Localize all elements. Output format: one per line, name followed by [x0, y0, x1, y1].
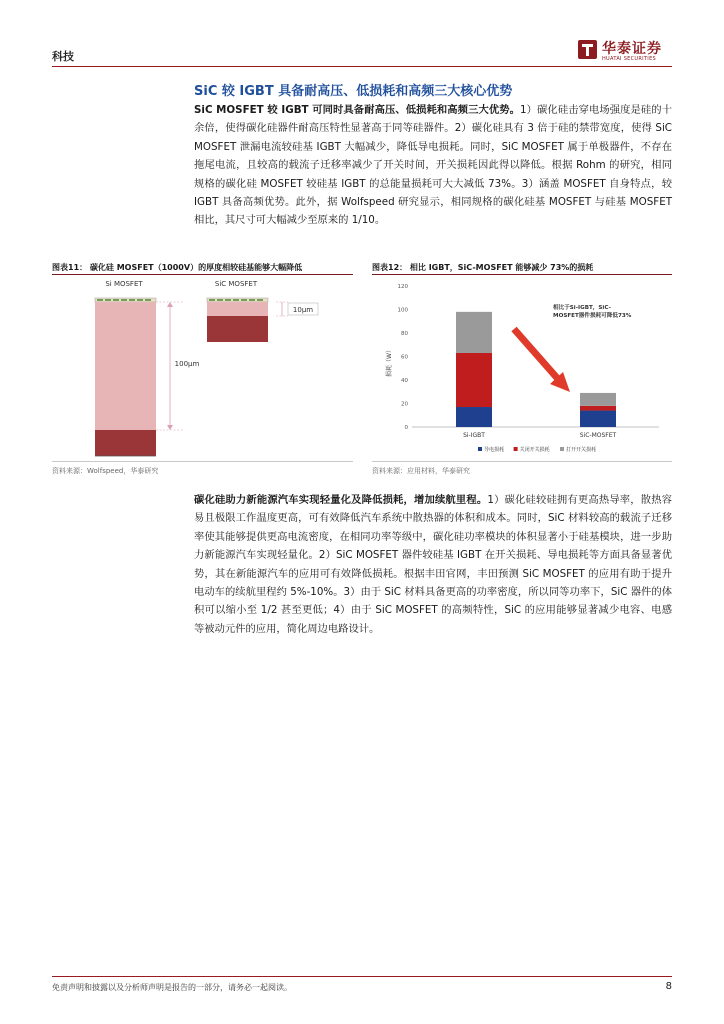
y-tick-label: 40	[401, 378, 408, 384]
figure-11-diagram	[52, 276, 353, 460]
paragraph-1	[194, 101, 672, 230]
x-tick-label: SiC-MOSFET	[579, 432, 617, 439]
figure-11-bottom-rule	[52, 461, 353, 462]
figure-11-title: 图表11： 碳化硅 MOSFET（1000V）的厚度相较硅基能够大幅降低	[52, 263, 303, 272]
si-mosfet-gate-layer	[95, 298, 156, 302]
bar-segment	[580, 406, 616, 411]
paragraph-2-lead: 碳化硅助力新能源汽车实现轻量化及降低损耗，增加续航里程。	[194, 494, 488, 506]
legend-swatch	[560, 447, 564, 451]
y-axis-label: 损耗（W）	[386, 347, 393, 377]
brand-logo	[578, 38, 674, 62]
figure-11-title-rule	[52, 274, 353, 275]
bar-segment	[456, 407, 492, 427]
si-mosfet-substrate-layer	[95, 430, 156, 456]
legend-label: 打开开关损耗	[566, 447, 597, 453]
bar-segment	[456, 353, 492, 407]
header-divider	[52, 66, 672, 67]
y-tick-label: 120	[397, 284, 408, 290]
y-tick-label: 0	[404, 425, 408, 431]
legend-label: 关闭开关损耗	[519, 447, 550, 453]
footer-disclaimer: 免责声明和披露以及分析师声明是报告的一部分，请务必一起阅读。	[52, 983, 292, 992]
figure-12-chart	[372, 276, 672, 460]
si-mosfet-drift-layer	[95, 302, 156, 430]
paragraph-2	[194, 491, 672, 638]
footer-divider	[52, 976, 672, 977]
sic-mosfet-label: SiC MOSFET	[214, 280, 258, 288]
brand-name-cn: 华泰证券	[602, 41, 662, 57]
y-tick-label: 100	[397, 307, 408, 314]
x-tick-label: Si-IGBT	[463, 432, 485, 439]
bar-segment	[580, 411, 616, 427]
sic-thickness-label: 10μm	[292, 306, 314, 314]
si-mosfet-label: Si MOSFET	[105, 280, 143, 288]
si-thickness-label: 100μm	[174, 360, 200, 368]
y-tick-label: 80	[401, 331, 408, 337]
paragraph-1-lead: SiC MOSFET 较 IGBT 可同时具备耐高压、低损耗和高频三大优势。	[194, 104, 521, 116]
section-tag: 科技	[52, 50, 74, 63]
sic-mosfet-drift-layer	[207, 302, 268, 316]
page-number: 8	[665, 981, 672, 992]
figure-12-source: 资料来源：应用材料，华泰研究	[372, 467, 470, 475]
sic-mosfet-gate-layer	[207, 298, 268, 302]
y-tick-label: 20	[401, 401, 408, 408]
bar-segment	[456, 312, 492, 353]
legend-swatch	[514, 447, 518, 451]
paragraph-1-body: 1）碳化硅击穿电场强度是硅的十余倍，使得碳化硅器件耐高压特性显著高于同等硅器件。2）碳化硅具有 3 倍于硅的禁带宽度，使得 SiC MOSFET 泄漏电流较硅基 IGBT 大幅减少，降低导电损耗。同时，SiC MOSFET 属于单极器件，不存在拖尾电流，且较高的载流子迁移率减少了开关时间，开关损耗因此得以降低。根据 Rohm 的研究，相同规格的碳化硅 MOSFET 较硅基 IGBT 的总能量损耗可大大减低 73%。3）涵盖 MOSFET 自身特点，较 IGBT 具备高频优势。此外，据 Wolfspeed 研究显示，相同规格的碳化硅基 MOSFET 与硅基 MOSFET 相比，其尺寸可大幅减少至原来的 1/10。	[194, 104, 672, 227]
bar-segment	[580, 393, 616, 406]
figure-12-title: 图表12： 相比 IGBT，SiC-MOSFET 能够减少 73%的损耗	[372, 263, 594, 272]
figure-12-bottom-rule	[372, 461, 672, 462]
loss-reduction-annotation: 相比于Si-IGBT，SiC-MOSFET器件损耗可降低73%	[553, 305, 632, 319]
section-title: SiC 较 IGBT 具备耐高压、低损耗和高频三大核心优势	[194, 84, 513, 99]
figure-11-source: 资料来源：Wolfspeed，华泰研究	[52, 467, 159, 475]
brand-name-en: HUATAI SECURITIES	[602, 56, 656, 62]
figure-12-title-rule	[372, 274, 672, 275]
y-tick-label: 60	[401, 354, 408, 361]
paragraph-2-body: 1）碳化硅较硅拥有更高热导率，散热容易且极限工作温度更高，可有效降低汽车系统中散热器的体积和成本。同时，SiC 材料较高的载流子迁移率使其能够提供更高电流密度，在相同功率等级中，碳化硅功率模块的体积显著小于硅基模块，进一步助力新能源汽车实现轻量化。2）SiC MOSFET 器件较硅基 IGBT 在开关损耗、导电损耗等方面具备显著优势，其在新能源汽车的应用可有效降低损耗。根据丰田官网，丰田预测 SiC MOSFET 的应用有助于提升电动车的续航里程约 5%-10%。3）由于 SiC 材料具备更高的功率密度，所以同等功率下，SiC 器件的体积可以缩小至 1/2 甚至更低；4）由于 SiC MOSFET 的高频特性，SiC 的应用能够显著减少电容、电感等被动元件的应用，简化周边电路设计。	[194, 494, 672, 635]
legend-label: 导电损耗	[484, 447, 505, 453]
brand-logo-icon	[578, 40, 597, 59]
legend-swatch	[478, 447, 482, 451]
sic-mosfet-substrate-layer	[207, 316, 268, 342]
